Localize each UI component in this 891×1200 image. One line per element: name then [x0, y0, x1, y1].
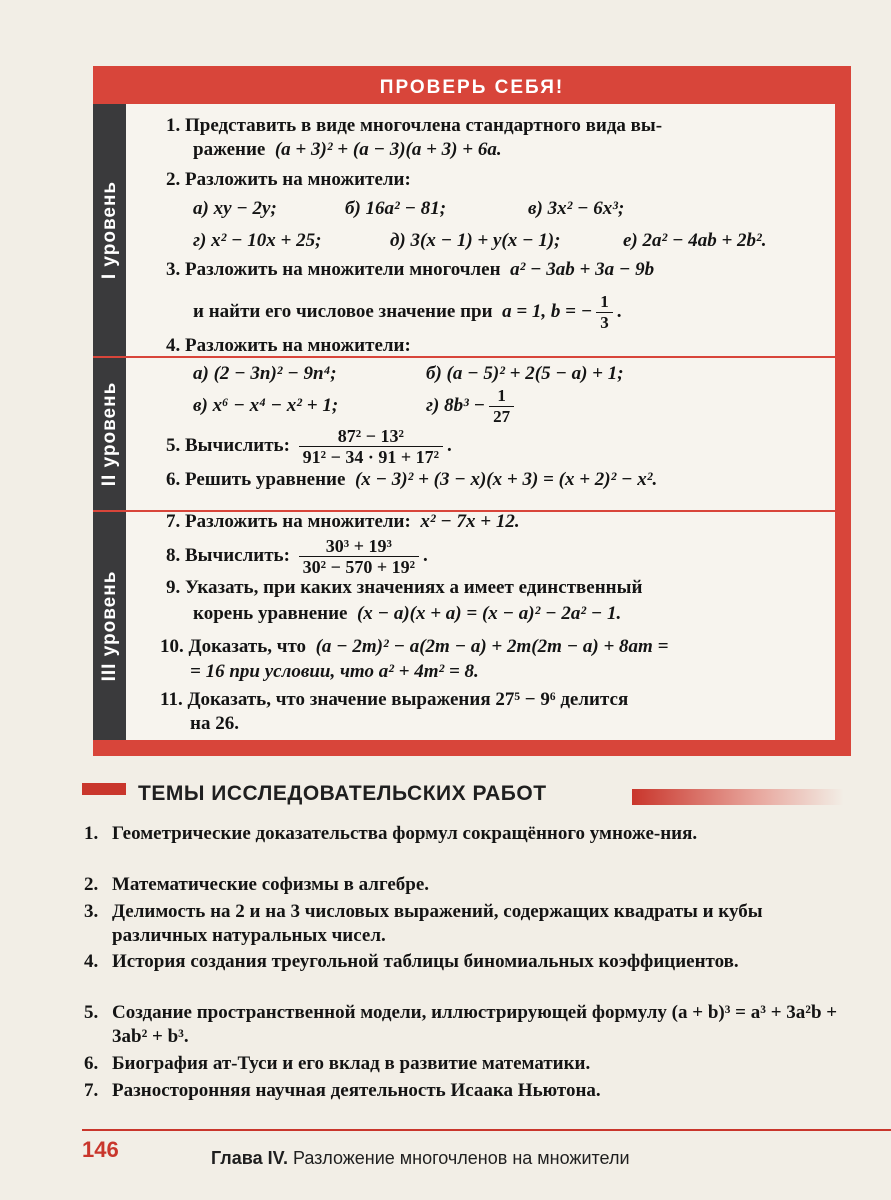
task-6: 6. Решить уравнение (x − 3)² + (3 − x)(x + 3) = (x + 2)² − x². [166, 469, 658, 490]
chapter-footer [211, 1148, 630, 1169]
task-4-item-b: б) (a − 5)² + 2(5 − a) + 1; [426, 363, 624, 384]
task-3-line-2: и найти его числовое значение при a = 1, b = − $\frac{1}{3}$ . [193, 292, 622, 332]
task-9: 9. Указать, при каких значениях a имеет единственный [166, 577, 643, 598]
chapter-title: Разложение многочленов на множители [292, 1148, 630, 1168]
level-2-strip: II уровень [93, 358, 126, 510]
task-1: 1. Представить в виде многочлена стандартного вида вы- [166, 115, 663, 136]
level-3-strip: III уровень [93, 512, 126, 740]
task-8: 8. Вычислить: $\frac{\text{30³ + 19³}}{\text{30² − 570 + 19²}}$ . [166, 536, 428, 577]
section-decor [632, 789, 844, 805]
task-7: 7. Разложить на множители: x² − 7x + 12. [166, 511, 520, 532]
research-title: ТЕМЫ ИССЛЕДОВАТЕЛЬСКИХ РАБОТ [138, 782, 547, 805]
task-4-item-g: г) 8b³ − $\frac{1}{27}$ [426, 386, 518, 427]
task-9-line-2: корень уравнение (x − a)(x + a) = (x − a)² − 2a² − 1. [193, 603, 622, 624]
fraction: $\frac{1}{3}$ [596, 292, 613, 333]
task-11-line-2: на 26. [190, 713, 239, 734]
task-4-item-v: в) x⁶ − x⁴ − x² + 1; [193, 395, 339, 416]
chapter-label: Глава IV. [211, 1148, 288, 1168]
section-marker [82, 783, 126, 795]
fraction: $\frac{\text{30³ + 19³}}{\text{30² − 570 + 19²}}$ [299, 536, 419, 577]
textbook-page: ПРОВЕРЬ СЕБЯ! I уровень II уровень III уровень 1. Представить в виде многочлена стандартного вида вы- ражение (a + 3)² + (a − 3)(a + 3) + 6a. 2. Разложить на множители: а) xy − 2y; б) 16a² − 81; в) 3x² − 6x³; г) x² − 10x + 25; д) 3(x − 1) + y(x − 1); е) 2a² − 4ab + 2b². 3. Разложить на множители многочлен a² − 3ab + 3a − 9b и найти его числовое значение при a = 1, b = − $\frac{1}{3}$ . 4. Разложить на множители: а) (2 − 3n)² − 9n⁴; б) (a − 5)² + 2(5 − a) + 1; в) x⁶ − x⁴ − x² + 1; г) 8b³ − $\frac{1}{27}$ 5. Вычислить: $\frac{\text{87² − 13²}}{\text{91² − 34 · 91 + 17²}}$ . 6. Решить уравнение (x − 3)² + (3 − x)(x + 3) = (x + 2)² − x². 7. Разложить на множители: x² − 7x + 12. 8. Вычислить: $\frac{\text{30³ + 19³}}{\text{30² − 570 + 19²}}$ . 9. Указать, при каких значениях a имеет единственный корень уравнение (x − a)(x + a) = (x − a)² − 2a² − 1. 10. Доказать, что (a − 2m)² − a(2m − a) + 2m(2m − a) + 8am = = 16 при условии, что a² + 4m² = 8. 11. Доказать, что значение выражения 27⁵ − 9⁶ делится на 26. ТЕМЫ ИССЛЕДОВАТЕЛЬСКИХ РАБОТ 1. Геометрические доказательства формул сокращённого умноже-ния. 2. Математические софизмы в алгебре. 3. Делимость на 2 и на 3 числовых выражений, содержащих квадраты и кубы различных натуральных чисел. 4. История создания треугольной таблицы биномиальных коэффициентов. 5. Создание пространственной модели, иллюстрирующей формулу (a + b)³ = a³ + 3a²b + 3ab² + b³. 6. Биография ат-Туси и его вклад в развитие математики. 7. Разносторонняя научная деятельность Исаака Ньютона. 146 Глава IV. Разложение многочленов на множители [0, 0, 891, 1200]
fraction: $\frac{\text{87² − 13²}}{\text{91² − 34 · 91 + 17²}}$ [299, 426, 443, 467]
task-2-item-e: е) 2a² − 4ab + 2b². [623, 230, 767, 251]
task-1-line-2: ражение (a + 3)² + (a − 3)(a + 3) + 6a. [193, 139, 502, 160]
page-number: 146 [82, 1137, 119, 1162]
task-11: 11. Доказать, что значение выражения 27⁵ − 9⁶ делится [160, 689, 629, 710]
task-3: 3. Разложить на множители многочлен a² − 3ab + 3a − 9b [166, 259, 655, 280]
task-2-item-a: а) xy − 2y; [193, 198, 277, 219]
check-yourself-box [93, 66, 851, 756]
task-2-item-g: г) x² − 10x + 25; [193, 230, 322, 251]
task-4-item-a: а) (2 − 3n)² − 9n⁴; [193, 363, 337, 384]
footer-divider [82, 1129, 891, 1131]
task-10-line-2: = 16 при условии, что a² + 4m² = 8. [190, 661, 479, 682]
task-2-item-d: д) 3(x − 1) + y(x − 1); [390, 230, 561, 251]
task-4: 4. Разложить на множители: [166, 335, 411, 356]
task-2: 2. Разложить на множители: [166, 169, 411, 190]
task-2-item-v: в) 3x² − 6x³; [528, 198, 625, 219]
level-1-strip: I уровень [93, 104, 126, 356]
task-10: 10. Доказать, что (a − 2m)² − a(2m − a) + 2m(2m − a) + 8am = [160, 636, 669, 657]
task-5: 5. Вычислить: $\frac{\text{87² − 13²}}{\text{91² − 34 · 91 + 17²}}$ . [166, 426, 452, 467]
fraction: $\frac{1}{27}$ [489, 386, 514, 427]
check-title: ПРОВЕРЬ СЕБЯ! [379, 77, 565, 98]
task-2-item-b: б) 16a² − 81; [345, 198, 447, 219]
